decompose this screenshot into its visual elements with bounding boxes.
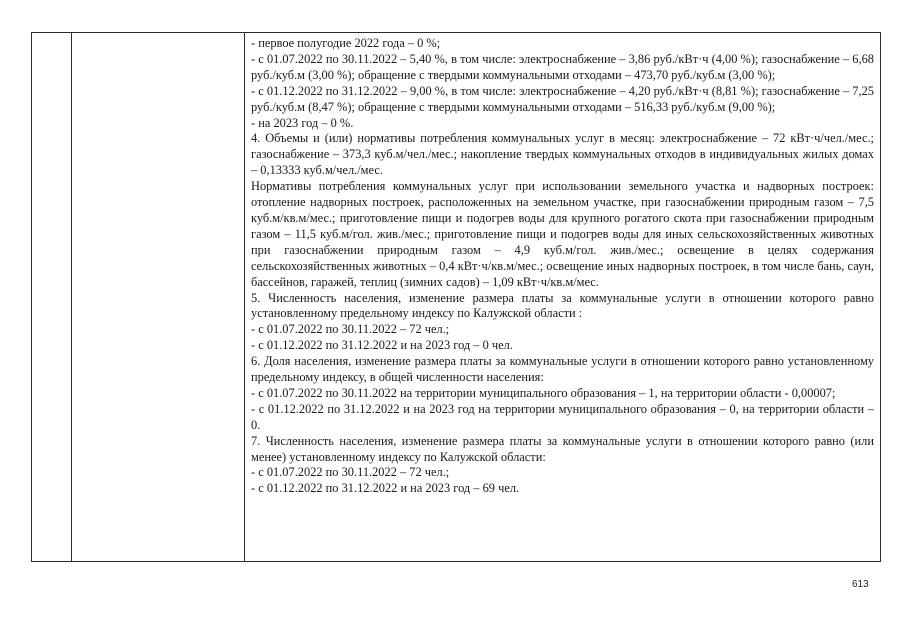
document-table (31, 32, 881, 562)
paragraph: - на 2023 год – 0 %. (251, 115, 354, 130)
table-column-name (72, 33, 245, 561)
paragraph: - с 01.12.2022 по 31.12.2022 – 9,00 %, в том числе: электроснабжение – 4,20 руб./кВт·ч (8,81 %); газоснабжение – 7,25 руб./куб.м (8,47 %); обращение с твердыми коммунальными отходами – 516,33 руб./куб.м (9,00 %); (251, 83, 874, 114)
paragraph: - с 01.07.2022 по 30.11.2022 – 72 чел.; (251, 322, 450, 337)
paragraph: - с 01.12.2022 по 31.12.2022 и на 2023 год – 69 чел. (251, 481, 520, 496)
page-number: 613 (852, 579, 869, 590)
paragraph: - с 01.12.2022 по 31.12.2022 и на 2023 год на территории муниципального образования – 0, на территории области – 0. (251, 401, 874, 432)
paragraph: - с 01.07.2022 по 30.11.2022 – 5,40 %, в том числе: электроснабжение – 3,86 руб./кВт·ч (4,00 %); газоснабжение – 6,68 руб./куб.м (3,00 %); обращение с твердыми коммунальными отходами – 473,70 руб./куб.м (3,00 %); (251, 51, 874, 82)
paragraph: Нормативы потребления коммунальных услуг при использовании земельного участка и надворных построек: отопление надворных построек, расположенных на земельном участке, при газоснабжении природным газом – 7,5 куб.м/кв.м/мес.; приготовление пищи и подогрев воды для крупного рогатого скота при газоснабжении природным газом – 11,5 куб.м/гол. жив./мес.; приготовление пищи и подогрев воды для иных сельскохозяйственных животных при газоснабжении природным газом – 4,9 куб.м/гол. жив./мес.; освещение в целях содержания сельскохозяйственных животных – 0,4 кВт·ч/кв.м/мес.; освещение иных надворных построек, в том числе бань, саун, бассейнов, гаражей, теплиц (зимних садов) – 1,09 кВт·ч/кв.м/мес. (251, 179, 874, 289)
paragraph: - первое полугодие 2022 года – 0 %; (251, 36, 441, 50)
paragraph: - с 01.07.2022 по 30.11.2022 на территории муниципального образования – 1, на территории области - 0,00007; (251, 385, 836, 400)
paragraph: 7. Численность населения, изменение размера платы за коммунальные услуги в отношении которого равно (или менее) установленному индексу по Калужской области: (251, 433, 874, 464)
paragraph: 4. Объемы и (или) нормативы потребления коммунальных услуг в месяц: электроснабжение – 72 кВт·ч/чел./мес.; газоснабжение – 373,3 куб.м/чел./мес.; накопление твердых коммунальных отходов в индивидуальных жилых домах – 0,13333 куб.м/чел./мес. (251, 131, 874, 178)
table-column-content (245, 33, 880, 561)
table-column-number (32, 33, 72, 561)
paragraph: 6. Доля населения, изменение размера платы за коммунальные услуги в отношении которого равно установленному предельному индексу, в общей численности населения: (251, 354, 874, 385)
paragraph: - с 01.12.2022 по 31.12.2022 и на 2023 год – 0 чел. (251, 338, 513, 353)
paragraph: 5. Численность населения, изменение размера платы за коммунальные услуги в отношении которого равно установленному предельному индексу по Калужской области : (251, 290, 874, 321)
paragraph: - с 01.07.2022 по 30.11.2022 – 72 чел.; (251, 465, 450, 480)
